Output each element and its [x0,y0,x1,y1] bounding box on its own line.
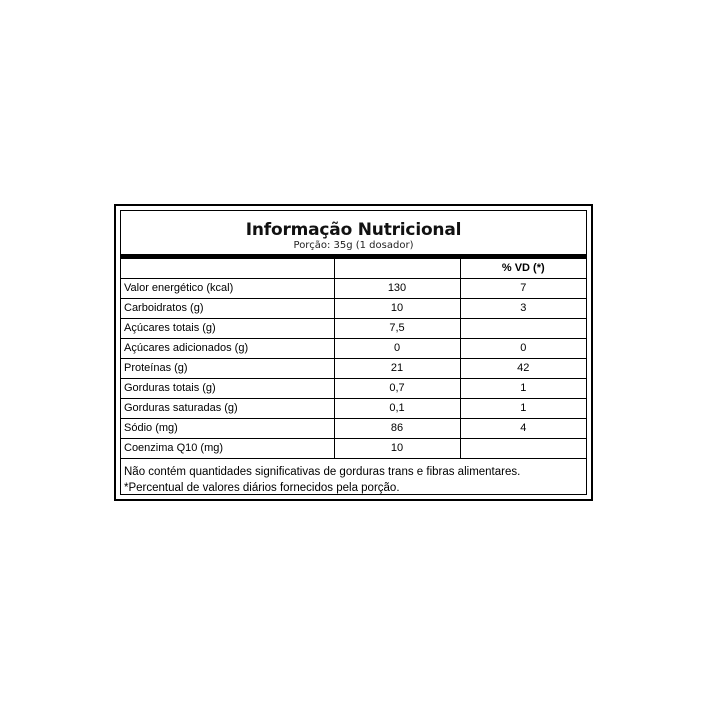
table-row [121,339,586,359]
serving-size: Porção: 35g (1 dosador) [293,240,414,251]
nutrient-name: Sódio (mg) [121,419,334,439]
nutrient-amount: 130 [334,279,460,299]
nutrient-amount: 0,1 [334,399,460,419]
nutrient-amount: 21 [334,359,460,379]
table-row [121,279,586,299]
nutrient-amount: 7,5 [334,319,460,339]
nutrient-name: Valor energético (kcal) [121,279,334,299]
nutrient-amount: 86 [334,419,460,439]
footnotes [121,459,586,496]
label-header [121,211,586,254]
nutrient-name: Açúcares totais (g) [121,319,334,339]
table-row [121,419,586,439]
table-row [121,359,586,379]
footnote-daily-values: *Percentual de valores diários fornecidos pela porção. [124,482,400,494]
footnote-trans-fat: Não contém quantidades significativas de gorduras trans e fibras alimentares. [124,466,521,478]
nutrient-vd: 0 [460,339,586,359]
table-row [121,439,586,459]
nutrient-name: Gorduras saturadas (g) [121,399,334,419]
nutrient-amount: 0,7 [334,379,460,399]
nutrition-label-inner [120,210,587,495]
nutrition-table [121,259,586,459]
column-header-vd: % VD (*) [460,259,586,279]
nutrient-vd: 4 [460,419,586,439]
nutrient-vd: 1 [460,399,586,419]
nutrient-name: Proteínas (g) [121,359,334,379]
nutrient-vd: 7 [460,279,586,299]
nutrient-vd [460,439,586,459]
column-header-nutrient [121,259,334,279]
table-row [121,319,586,339]
table-row [121,379,586,399]
nutrient-name: Coenzima Q10 (mg) [121,439,334,459]
nutrient-name: Gorduras totais (g) [121,379,334,399]
nutrition-label [114,204,593,501]
nutrient-amount: 10 [334,299,460,319]
table-row [121,299,586,319]
table-row [121,399,586,419]
nutrient-name: Carboidratos (g) [121,299,334,319]
table-header-row [121,259,586,279]
label-title: Informação Nutricional [245,220,462,240]
column-header-amount [334,259,460,279]
nutrient-vd: 3 [460,299,586,319]
nutrient-name: Açúcares adicionados (g) [121,339,334,359]
nutrient-amount: 0 [334,339,460,359]
nutrient-vd: 1 [460,379,586,399]
nutrient-amount: 10 [334,439,460,459]
nutrient-vd [460,319,586,339]
nutrient-vd: 42 [460,359,586,379]
